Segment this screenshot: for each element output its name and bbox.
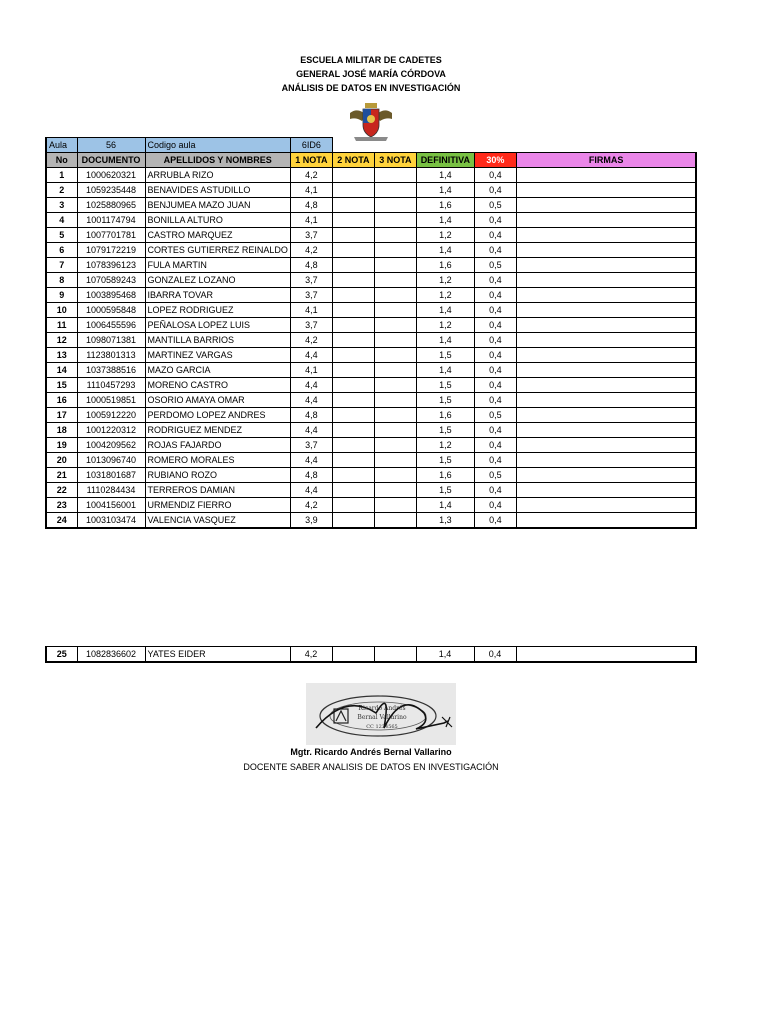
row-30pct: 0,4 bbox=[474, 273, 516, 288]
row-documento: 1001220312 bbox=[77, 423, 145, 438]
row-firma bbox=[516, 513, 696, 529]
row-definitiva: 1,4 bbox=[416, 168, 474, 183]
table-row bbox=[46, 468, 696, 483]
table-row bbox=[46, 168, 696, 183]
row-30pct: 0,4 bbox=[474, 228, 516, 243]
stamp-text-2: Bernal Vallarino bbox=[357, 714, 407, 721]
aula-label: Aula bbox=[46, 138, 77, 153]
table-row bbox=[46, 228, 696, 243]
row-30pct: 0,4 bbox=[474, 483, 516, 498]
row-definitiva: 1,2 bbox=[416, 288, 474, 303]
row-number: 19 bbox=[46, 438, 77, 453]
row-nota1: 4,8 bbox=[290, 198, 332, 213]
row-30pct: 0,5 bbox=[474, 198, 516, 213]
row-definitiva: 1,4 bbox=[416, 213, 474, 228]
row-number: 2 bbox=[46, 183, 77, 198]
row-nota3 bbox=[374, 498, 416, 513]
row-30pct: 0,5 bbox=[474, 408, 516, 423]
row-30pct: 0,4 bbox=[474, 438, 516, 453]
row-nota3 bbox=[374, 408, 416, 423]
row-30pct: 0,4 bbox=[474, 363, 516, 378]
row-nota1: 4,2 bbox=[290, 333, 332, 348]
table-row bbox=[46, 318, 696, 333]
row-nota2 bbox=[332, 198, 374, 213]
row-nombre: CASTRO MARQUEZ bbox=[145, 228, 290, 243]
row-nombre: IBARRA TOVAR bbox=[145, 288, 290, 303]
row-30pct: 0,5 bbox=[474, 258, 516, 273]
row-nota2 bbox=[332, 513, 374, 529]
col-header-nota2: 2 NOTA bbox=[332, 153, 374, 168]
row-number: 22 bbox=[46, 483, 77, 498]
row-nombre: GONZALEZ LOZANO bbox=[145, 273, 290, 288]
row-documento: 1123801313 bbox=[77, 348, 145, 363]
row-nota2 bbox=[332, 453, 374, 468]
row-nombre: BENJUMEA MAZO JUAN bbox=[145, 198, 290, 213]
row-nota3 bbox=[374, 438, 416, 453]
row-nota3 bbox=[374, 348, 416, 363]
row-30pct: 0,4 bbox=[474, 348, 516, 363]
row-nota2 bbox=[332, 393, 374, 408]
col-header-nota3: 3 NOTA bbox=[374, 153, 416, 168]
row-nota1: 3,7 bbox=[290, 228, 332, 243]
row-definitiva: 1,6 bbox=[416, 198, 474, 213]
row-definitiva: 1,4 bbox=[416, 243, 474, 258]
row-firma bbox=[516, 348, 696, 363]
row-documento: 1025880965 bbox=[77, 198, 145, 213]
row-documento: 1082836602 bbox=[77, 647, 145, 663]
row-number: 5 bbox=[46, 228, 77, 243]
col-header-firmas: FIRMAS bbox=[516, 153, 696, 168]
row-number: 12 bbox=[46, 333, 77, 348]
row-number: 4 bbox=[46, 213, 77, 228]
signer-name: Mgtr. Ricardo Andrés Bernal Vallarino bbox=[290, 747, 452, 757]
row-nota3 bbox=[374, 198, 416, 213]
col-header-documento: DOCUMENTO bbox=[77, 153, 145, 168]
table-row bbox=[46, 288, 696, 303]
row-nombre: URMENDIZ FIERRO bbox=[145, 498, 290, 513]
row-nota2 bbox=[332, 423, 374, 438]
row-nota1: 4,8 bbox=[290, 468, 332, 483]
row-firma bbox=[516, 408, 696, 423]
row-documento: 1013096740 bbox=[77, 453, 145, 468]
signer-role: DOCENTE SABER ANALISIS DE DATOS EN INVESTIGACIÓN bbox=[243, 762, 499, 772]
row-nota1: 3,7 bbox=[290, 318, 332, 333]
row-documento: 1078396123 bbox=[77, 258, 145, 273]
row-nota2 bbox=[332, 258, 374, 273]
row-nota3 bbox=[374, 363, 416, 378]
stamp-text-1: Ricardo Andrés bbox=[358, 705, 406, 712]
row-definitiva: 1,4 bbox=[416, 647, 474, 663]
row-nota2 bbox=[332, 348, 374, 363]
row-firma bbox=[516, 483, 696, 498]
row-30pct: 0,4 bbox=[474, 168, 516, 183]
row-number: 13 bbox=[46, 348, 77, 363]
row-nota2 bbox=[332, 228, 374, 243]
row-documento: 1110284434 bbox=[77, 483, 145, 498]
stamp-text-3: CC 1234565 bbox=[366, 724, 398, 730]
table-row bbox=[46, 393, 696, 408]
row-documento: 1110457293 bbox=[77, 378, 145, 393]
table-row bbox=[46, 243, 696, 258]
row-definitiva: 1,6 bbox=[416, 468, 474, 483]
row-nota2 bbox=[332, 318, 374, 333]
row-nota2 bbox=[332, 168, 374, 183]
row-definitiva: 1,2 bbox=[416, 318, 474, 333]
row-documento: 1059235448 bbox=[77, 183, 145, 198]
row-30pct: 0,4 bbox=[474, 333, 516, 348]
table-row bbox=[46, 333, 696, 348]
row-number: 25 bbox=[46, 647, 77, 663]
col-header-30pct: 30% bbox=[474, 153, 516, 168]
row-nota1: 4,2 bbox=[290, 647, 332, 663]
row-nombre: MANTILLA BARRIOS bbox=[145, 333, 290, 348]
row-documento: 1006455596 bbox=[77, 318, 145, 333]
row-nota3 bbox=[374, 468, 416, 483]
row-nota3 bbox=[374, 393, 416, 408]
row-nombre: BENAVIDES ASTUDILLO bbox=[145, 183, 290, 198]
row-firma bbox=[516, 393, 696, 408]
table-row bbox=[46, 453, 696, 468]
row-nombre: CORTES GUTIERREZ REINALDO bbox=[145, 243, 290, 258]
row-nota2 bbox=[332, 213, 374, 228]
row-firma bbox=[516, 453, 696, 468]
row-definitiva: 1,5 bbox=[416, 378, 474, 393]
table-row bbox=[46, 483, 696, 498]
row-30pct: 0,4 bbox=[474, 453, 516, 468]
row-nombre: LOPEZ RODRIGUEZ bbox=[145, 303, 290, 318]
row-firma bbox=[516, 333, 696, 348]
row-documento: 1001174794 bbox=[77, 213, 145, 228]
row-firma bbox=[516, 647, 696, 663]
row-nota3 bbox=[374, 333, 416, 348]
table-row bbox=[46, 647, 696, 663]
row-firma bbox=[516, 438, 696, 453]
signature-stamp-image bbox=[306, 683, 456, 745]
row-nota3 bbox=[374, 243, 416, 258]
row-documento: 1031801687 bbox=[77, 468, 145, 483]
row-definitiva: 1,4 bbox=[416, 303, 474, 318]
row-nota2 bbox=[332, 483, 374, 498]
row-nota1: 4,4 bbox=[290, 348, 332, 363]
row-firma bbox=[516, 168, 696, 183]
table-row bbox=[46, 513, 696, 529]
row-definitiva: 1,2 bbox=[416, 273, 474, 288]
table-row bbox=[46, 303, 696, 318]
row-nota1: 4,4 bbox=[290, 378, 332, 393]
row-number: 8 bbox=[46, 273, 77, 288]
row-firma bbox=[516, 273, 696, 288]
row-documento: 1004156001 bbox=[77, 498, 145, 513]
row-nota1: 4,8 bbox=[290, 408, 332, 423]
row-documento: 1003895468 bbox=[77, 288, 145, 303]
header-line-1: ESCUELA MILITAR DE CADETES bbox=[300, 55, 442, 65]
col-header-nota1: 1 NOTA bbox=[290, 153, 332, 168]
row-30pct: 0,4 bbox=[474, 213, 516, 228]
row-documento: 1007701781 bbox=[77, 228, 145, 243]
row-30pct: 0,4 bbox=[474, 393, 516, 408]
row-nota2 bbox=[332, 498, 374, 513]
row-documento: 1003103474 bbox=[77, 513, 145, 529]
row-nombre: BONILLA ALTURO bbox=[145, 213, 290, 228]
row-nota2 bbox=[332, 273, 374, 288]
row-nota3 bbox=[374, 483, 416, 498]
row-nota1: 4,2 bbox=[290, 243, 332, 258]
row-nota3 bbox=[374, 303, 416, 318]
row-firma bbox=[516, 303, 696, 318]
row-nota2 bbox=[332, 647, 374, 663]
row-nombre: YATES EIDER bbox=[145, 647, 290, 663]
row-30pct: 0,4 bbox=[474, 423, 516, 438]
row-30pct: 0,4 bbox=[474, 378, 516, 393]
row-nombre: RUBIANO ROZO bbox=[145, 468, 290, 483]
row-30pct: 0,4 bbox=[474, 183, 516, 198]
row-nota2 bbox=[332, 288, 374, 303]
row-firma bbox=[516, 423, 696, 438]
row-firma bbox=[516, 378, 696, 393]
row-30pct: 0,4 bbox=[474, 513, 516, 529]
table-row bbox=[46, 183, 696, 198]
row-nota2 bbox=[332, 378, 374, 393]
row-30pct: 0,4 bbox=[474, 288, 516, 303]
row-nota2 bbox=[332, 363, 374, 378]
row-nota3 bbox=[374, 647, 416, 663]
row-documento: 1000620321 bbox=[77, 168, 145, 183]
row-nota3 bbox=[374, 288, 416, 303]
row-nombre: ROJAS FAJARDO bbox=[145, 438, 290, 453]
row-definitiva: 1,6 bbox=[416, 258, 474, 273]
row-firma bbox=[516, 213, 696, 228]
row-30pct: 0,4 bbox=[474, 647, 516, 663]
info-row bbox=[46, 138, 696, 153]
row-nota3 bbox=[374, 513, 416, 529]
table-row bbox=[46, 498, 696, 513]
row-nota1: 4,1 bbox=[290, 213, 332, 228]
row-definitiva: 1,5 bbox=[416, 483, 474, 498]
col-header-nombres: APELLIDOS Y NOMBRES bbox=[145, 153, 290, 168]
row-firma bbox=[516, 198, 696, 213]
row-nota3 bbox=[374, 228, 416, 243]
row-documento: 1037388516 bbox=[77, 363, 145, 378]
row-30pct: 0,5 bbox=[474, 468, 516, 483]
row-number: 21 bbox=[46, 468, 77, 483]
row-30pct: 0,4 bbox=[474, 498, 516, 513]
row-documento: 1098071381 bbox=[77, 333, 145, 348]
row-nombre: PERDOMO LOPEZ ANDRES bbox=[145, 408, 290, 423]
row-30pct: 0,4 bbox=[474, 243, 516, 258]
row-nota2 bbox=[332, 303, 374, 318]
row-nota1: 4,4 bbox=[290, 483, 332, 498]
row-documento: 1070589243 bbox=[77, 273, 145, 288]
header-line-2: GENERAL JOSÉ MARÍA CÓRDOVA bbox=[296, 69, 446, 79]
table-row bbox=[46, 198, 696, 213]
row-number: 11 bbox=[46, 318, 77, 333]
table-row bbox=[46, 258, 696, 273]
table-row bbox=[46, 378, 696, 393]
row-nota1: 3,7 bbox=[290, 288, 332, 303]
row-firma bbox=[516, 318, 696, 333]
info-spacer bbox=[332, 138, 696, 153]
row-nombre: MARTINEZ VARGAS bbox=[145, 348, 290, 363]
codigo-aula-value: 6ID6 bbox=[290, 138, 332, 153]
row-nombre: OSORIO AMAYA OMAR bbox=[145, 393, 290, 408]
row-number: 9 bbox=[46, 288, 77, 303]
row-nombre: PEÑALOSA LOPEZ LUIS bbox=[145, 318, 290, 333]
row-nota1: 4,4 bbox=[290, 453, 332, 468]
row-nota2 bbox=[332, 183, 374, 198]
row-nombre: RODRIGUEZ MENDEZ bbox=[145, 423, 290, 438]
row-number: 14 bbox=[46, 363, 77, 378]
row-firma bbox=[516, 243, 696, 258]
row-number: 16 bbox=[46, 393, 77, 408]
row-nombre: MAZO GARCIA bbox=[145, 363, 290, 378]
table-row bbox=[46, 348, 696, 363]
row-firma bbox=[516, 468, 696, 483]
row-nota1: 3,7 bbox=[290, 273, 332, 288]
row-documento: 1005912220 bbox=[77, 408, 145, 423]
row-definitiva: 1,6 bbox=[416, 408, 474, 423]
row-number: 15 bbox=[46, 378, 77, 393]
row-nombre: ROMERO MORALES bbox=[145, 453, 290, 468]
row-documento: 1000519851 bbox=[77, 393, 145, 408]
row-nota2 bbox=[332, 243, 374, 258]
row-number: 23 bbox=[46, 498, 77, 513]
row-documento: 1000595848 bbox=[77, 303, 145, 318]
column-header-row bbox=[46, 153, 696, 168]
row-nota3 bbox=[374, 273, 416, 288]
row-definitiva: 1,4 bbox=[416, 363, 474, 378]
row-nota1: 4,4 bbox=[290, 423, 332, 438]
row-number: 17 bbox=[46, 408, 77, 423]
codigo-aula-label: Codigo aula bbox=[145, 138, 290, 153]
row-nota1: 4,1 bbox=[290, 363, 332, 378]
row-30pct: 0,4 bbox=[474, 318, 516, 333]
row-nota2 bbox=[332, 438, 374, 453]
row-number: 18 bbox=[46, 423, 77, 438]
row-nota3 bbox=[374, 183, 416, 198]
row-firma bbox=[516, 228, 696, 243]
header-line-3: ANÁLISIS DE DATOS EN INVESTIGACIÓN bbox=[281, 83, 461, 93]
row-nota2 bbox=[332, 333, 374, 348]
row-definitiva: 1,5 bbox=[416, 453, 474, 468]
row-number: 20 bbox=[46, 453, 77, 468]
row-documento: 1004209562 bbox=[77, 438, 145, 453]
table-row bbox=[46, 408, 696, 423]
row-definitiva: 1,5 bbox=[416, 423, 474, 438]
row-definitiva: 1,2 bbox=[416, 228, 474, 243]
document-header bbox=[0, 53, 742, 95]
row-nombre: VALENCIA VASQUEZ bbox=[145, 513, 290, 529]
aula-value: 56 bbox=[77, 138, 145, 153]
row-nombre: TERREROS DAMIAN bbox=[145, 483, 290, 498]
row-nota3 bbox=[374, 168, 416, 183]
row-firma bbox=[516, 363, 696, 378]
row-definitiva: 1,2 bbox=[416, 438, 474, 453]
row-definitiva: 1,3 bbox=[416, 513, 474, 529]
row-nota1: 4,2 bbox=[290, 498, 332, 513]
row-number: 3 bbox=[46, 198, 77, 213]
row-nota1: 4,1 bbox=[290, 183, 332, 198]
row-nota1: 4,8 bbox=[290, 258, 332, 273]
row-definitiva: 1,4 bbox=[416, 183, 474, 198]
row-nota3 bbox=[374, 213, 416, 228]
row-number: 1 bbox=[46, 168, 77, 183]
row-nota3 bbox=[374, 318, 416, 333]
row-nota1: 3,9 bbox=[290, 513, 332, 529]
row-number: 7 bbox=[46, 258, 77, 273]
row-number: 24 bbox=[46, 513, 77, 529]
row-firma bbox=[516, 183, 696, 198]
table-row bbox=[46, 213, 696, 228]
table-row bbox=[46, 273, 696, 288]
row-documento: 1079172219 bbox=[77, 243, 145, 258]
col-header-definitiva: DEFINITIVA bbox=[416, 153, 474, 168]
row-nota2 bbox=[332, 408, 374, 423]
row-nota1: 4,1 bbox=[290, 303, 332, 318]
row-nombre: FULA MARTIN bbox=[145, 258, 290, 273]
row-30pct: 0,4 bbox=[474, 303, 516, 318]
row-definitiva: 1,5 bbox=[416, 348, 474, 363]
table-row bbox=[46, 363, 696, 378]
row-firma bbox=[516, 498, 696, 513]
row-firma bbox=[516, 258, 696, 273]
row-nota3 bbox=[374, 423, 416, 438]
row-number: 6 bbox=[46, 243, 77, 258]
row-nota1: 3,7 bbox=[290, 438, 332, 453]
row-nota3 bbox=[374, 453, 416, 468]
row-nombre: ARRUBLA RIZO bbox=[145, 168, 290, 183]
row-definitiva: 1,5 bbox=[416, 393, 474, 408]
row-definitiva: 1,4 bbox=[416, 498, 474, 513]
row-definitiva: 1,4 bbox=[416, 333, 474, 348]
row-nombre: MORENO CASTRO bbox=[145, 378, 290, 393]
row-nota1: 4,4 bbox=[290, 393, 332, 408]
row-nota3 bbox=[374, 378, 416, 393]
row-nota2 bbox=[332, 468, 374, 483]
row-firma bbox=[516, 288, 696, 303]
row-number: 10 bbox=[46, 303, 77, 318]
row-nota3 bbox=[374, 258, 416, 273]
grades-table bbox=[45, 137, 697, 529]
table-row bbox=[46, 438, 696, 453]
row-nota1: 4,2 bbox=[290, 168, 332, 183]
grades-table-extra bbox=[45, 646, 697, 663]
table-row bbox=[46, 423, 696, 438]
col-header-no: No bbox=[46, 153, 77, 168]
